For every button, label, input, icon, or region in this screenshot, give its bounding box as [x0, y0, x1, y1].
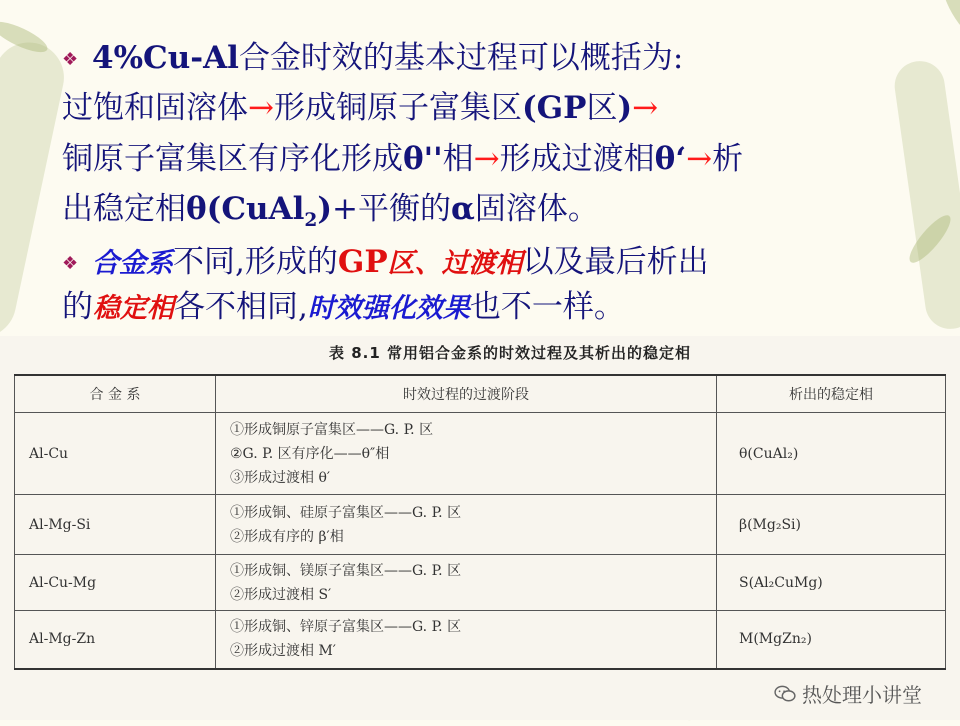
- table-row: [15, 611, 946, 669]
- diamond-bullet-icon: ❖: [62, 252, 79, 274]
- wechat-icon: [774, 685, 796, 703]
- text: 以及最后析出: [522, 244, 709, 280]
- diamond-bullet-icon: ❖: [62, 48, 79, 70]
- text: ): [317, 191, 333, 227]
- arrow-icon: →: [473, 141, 500, 177]
- phase-cell: M(MgZn₂): [717, 611, 946, 669]
- table-header: 析出的稳定相: [717, 375, 946, 413]
- alloy-cell: Al-Mg-Zn: [15, 611, 216, 669]
- text: 合金时效的基本过程可以概括为:: [238, 40, 684, 76]
- table-header: 合 金 系: [15, 375, 216, 413]
- step: ②形成过渡相 S′: [230, 586, 332, 603]
- alloy-composition: 4%Cu-Al: [92, 40, 239, 76]
- text: θ(CuAl: [186, 191, 305, 227]
- text: 铜原子富集区有序化形成: [62, 141, 403, 177]
- arrow-icon: →: [632, 90, 659, 126]
- text: α: [451, 191, 475, 227]
- subscript: 2: [304, 210, 318, 232]
- table-row: [15, 413, 946, 495]
- text: θ‘: [654, 141, 687, 177]
- table-row: [15, 495, 946, 555]
- process-line-4: [62, 189, 599, 241]
- text: 的: [62, 289, 93, 325]
- text: θ'': [403, 141, 443, 177]
- text-line-6: [62, 287, 625, 329]
- text: 也不一样。: [469, 289, 625, 325]
- text: 形成过渡相: [499, 141, 655, 177]
- table-image: [0, 336, 960, 720]
- table-row: [15, 555, 946, 611]
- step: ①形成铜原子富集区——G. P. 区: [230, 421, 434, 438]
- alloy-cell: Al-Mg-Si: [15, 495, 216, 555]
- steps-cell: [216, 413, 717, 495]
- text: 稳定相: [93, 293, 174, 324]
- text: ): [617, 90, 633, 126]
- arrow-icon: →: [686, 141, 713, 177]
- step: ①形成铜、硅原子富集区——G. P. 区: [230, 504, 462, 521]
- steps-cell: [216, 495, 717, 555]
- table-header: 时效过程的过渡阶段: [216, 375, 717, 413]
- watermark-text: 热处理小讲堂: [802, 683, 922, 707]
- step: ②形成有序的 β′相: [230, 528, 344, 545]
- alloy-cell: Al-Cu-Mg: [15, 555, 216, 611]
- text: GP: [337, 244, 388, 280]
- process-line-3: [62, 139, 743, 179]
- phase-cell: β(Mg₂Si): [717, 495, 946, 555]
- steps-cell: [216, 611, 717, 669]
- table-caption: 表 8.1 常用铝合金系的时效过程及其析出的稳定相: [328, 344, 692, 362]
- step: ②形成过渡相 M′: [230, 643, 336, 660]
- alloy-cell: Al-Cu: [15, 413, 216, 495]
- text: 出稳定相: [62, 191, 186, 227]
- phase-cell: S(Al₂CuMg): [717, 555, 946, 611]
- text: 形成铜原子富集区: [273, 90, 522, 126]
- step: ②G. P. 区有序化——θ″相: [230, 445, 390, 462]
- text: 过渡相: [441, 248, 523, 279]
- steps-cell: [216, 555, 717, 611]
- text: 析: [712, 141, 744, 177]
- step: ③形成过渡相 θ′: [230, 469, 331, 486]
- text: +平衡的: [332, 191, 451, 227]
- text: 不同,形成的: [173, 244, 338, 280]
- process-line-2: [62, 88, 658, 128]
- text: 各不相同,: [174, 289, 308, 325]
- text: 固溶体。: [474, 191, 599, 227]
- text: 时效强化效果: [307, 293, 470, 324]
- text: 区: [586, 90, 618, 126]
- arrow-icon: →: [248, 90, 274, 126]
- bullet-line-1: [62, 38, 683, 80]
- text: 合金系: [92, 248, 173, 279]
- phase-cell: θ(CuAl₂): [717, 413, 946, 495]
- alloy-table: [14, 374, 946, 670]
- bullet-line-2: [62, 242, 709, 284]
- step: ①形成铜、镁原子富集区——G. P. 区: [230, 562, 462, 579]
- text: 、: [414, 248, 442, 279]
- text: 相: [442, 141, 474, 177]
- step: ①形成铜、锌原子富集区——G. P. 区: [230, 619, 462, 636]
- text: 区: [387, 248, 415, 279]
- text: (GP: [521, 90, 587, 126]
- text: 过饱和固溶体: [62, 90, 248, 126]
- watermark: [774, 679, 922, 708]
